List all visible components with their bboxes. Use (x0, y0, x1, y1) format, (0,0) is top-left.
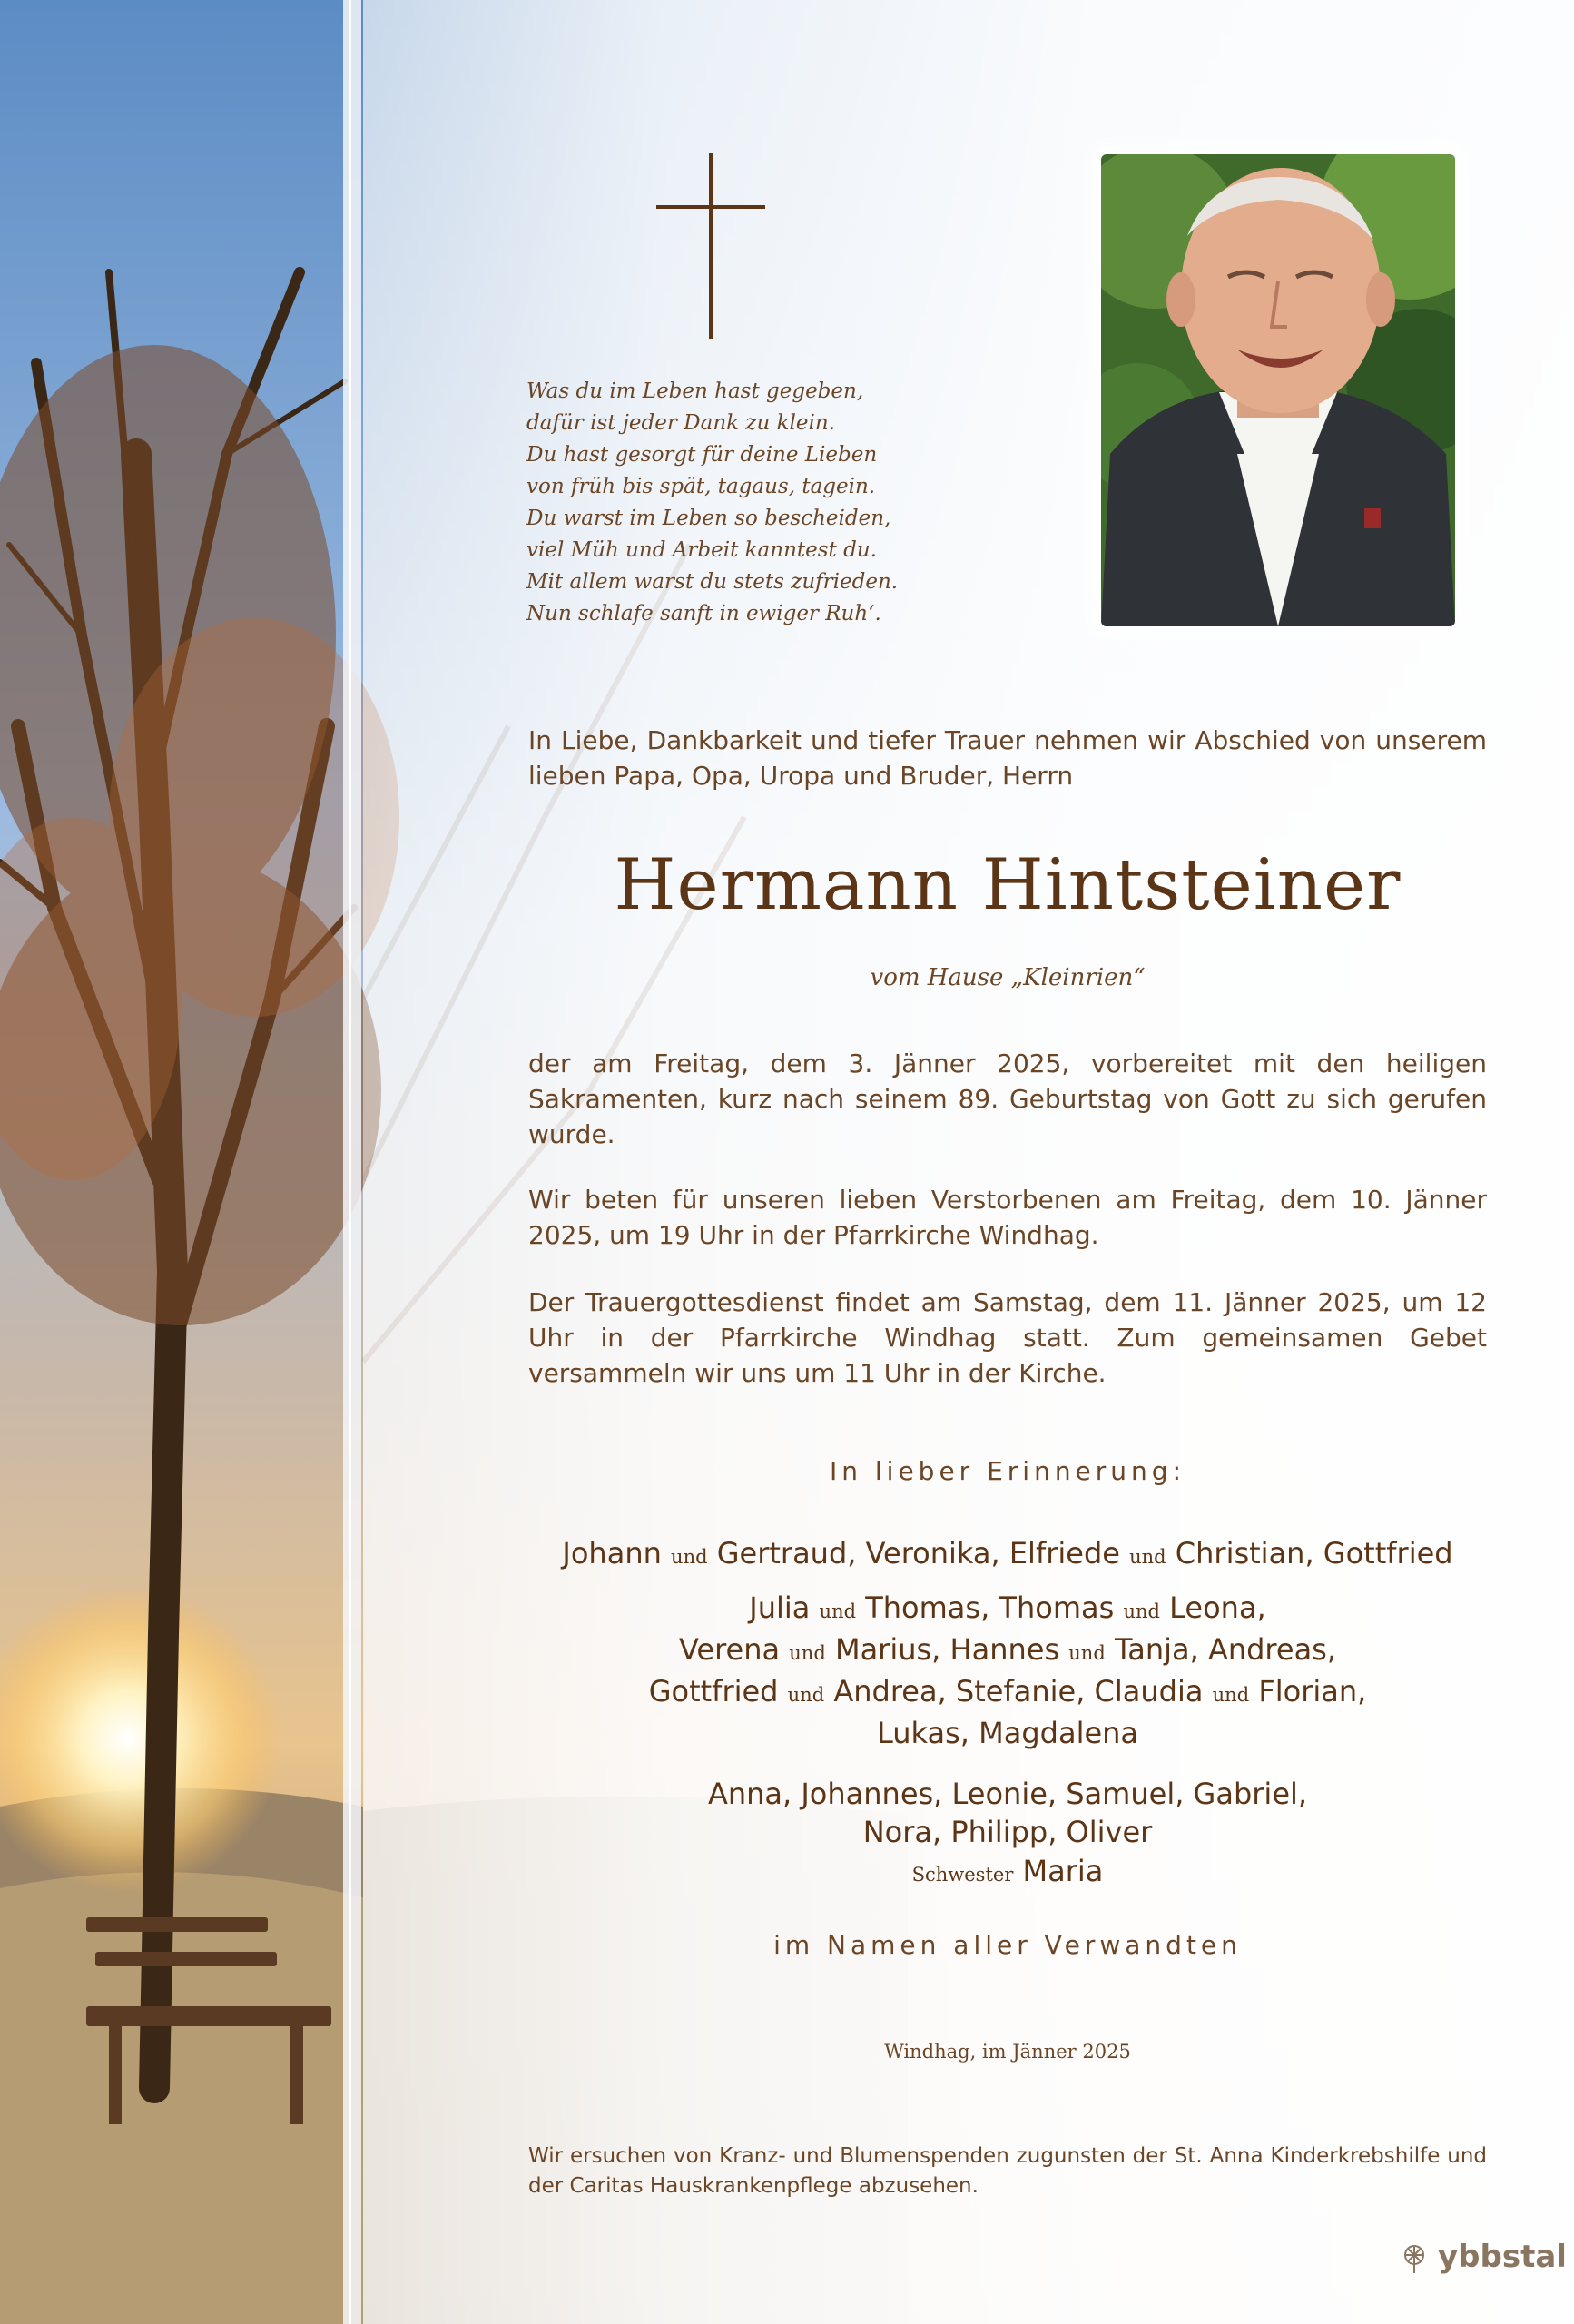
poem-line: Was du im Leben hast gegeben, (526, 379, 864, 403)
and-word: und (787, 1684, 825, 1706)
behalf-text: im Namen aller Verwandten (773, 1930, 1242, 1960)
family-name: Leona, (1169, 1590, 1266, 1625)
family-line (528, 1589, 1487, 1630)
family-name: Johann (562, 1536, 662, 1571)
and-word: und (1068, 1642, 1106, 1664)
deceased-name: Hermann Hintsteiner (614, 844, 1402, 926)
family-name: Andrea, Stefanie, Claudia (833, 1674, 1204, 1709)
great-grandchildren-list (528, 1775, 1487, 1851)
family-name: Florian, (1258, 1674, 1367, 1709)
cross-icon (656, 153, 765, 339)
family-name: Thomas, Thomas (865, 1590, 1115, 1625)
place-date: Windhag, im Jänner 2025 (884, 2041, 1131, 2063)
and-word: und (789, 1642, 826, 1664)
death-announcement: der am Freitag, dem 3. Jänner 2025, vorbereitet mit den heiligen Sakramenten, kurz nach seinem 89. Geburtstag von Gott zu sich gerufen wurde. (528, 1049, 1487, 1149)
family-name: Marius, Hannes (834, 1632, 1060, 1667)
sister-line (528, 1852, 1487, 1894)
grandchildren-list (528, 1589, 1487, 1752)
family-name: Julia (749, 1590, 811, 1625)
and-word: und (1123, 1600, 1160, 1622)
family-name: Maria (1022, 1854, 1104, 1888)
family-line: Lukas, Magdalena (876, 1716, 1139, 1750)
poem (526, 376, 999, 630)
and-word: und (671, 1546, 708, 1568)
family-name: Tanja, Andreas, (1114, 1632, 1337, 1667)
logo-text: ybbstal (1438, 2239, 1567, 2275)
family-name: Gertraud, Veronika, Elfriede (716, 1536, 1120, 1571)
dandelion-icon (1396, 2239, 1432, 2275)
family-name: Christian, Gottfried (1175, 1536, 1453, 1571)
and-word: und (1129, 1546, 1166, 1568)
sister-label: Schwester (911, 1864, 1014, 1886)
family-line (528, 1672, 1487, 1714)
poem-line: Du warst im Leben so bescheiden, (526, 507, 891, 530)
family-line: Nora, Philipp, Oliver (862, 1815, 1153, 1849)
donation-note: Wir ersuchen von Kranz- und Blumenspenden zugunsten der St. Anna Kinderkrebshilfe und der Caritas Hauskrankenpflege abzusehen. (528, 2144, 1487, 2198)
family-name: Verena (678, 1632, 781, 1667)
poem-line: Du hast gesorgt für deine Lieben (526, 443, 878, 467)
portrait-photo (1101, 154, 1455, 626)
house-name: vom Hause „Kleinrien“ (870, 964, 1146, 991)
poem-line: Mit allem warst du stets zufrieden. (526, 570, 899, 594)
family-name: Gottfried (648, 1674, 779, 1709)
family-line: Anna, Johannes, Leonie, Samuel, Gabriel, (707, 1777, 1308, 1811)
ybbstal-logo (1396, 2235, 1569, 2279)
prayer-info: Wir beten für unseren lieben Verstorbenen am Freitag, dem 10. Jänner 2025, um 19 Uhr in der Pfarrkirche Windhag. (528, 1185, 1487, 1250)
funeral-service-info: Der Trauergottesdienst findet am Samstag, dem 11. Jänner 2025, um 12 Uhr in der Pfarrkirche Windhag statt. Zum gemeinsamen Gebet versammeln wir uns um 11 Uhr in der Kirche. (528, 1287, 1487, 1388)
poem-line: viel Müh und Arbeit kanntest du. (526, 538, 877, 562)
poem-line: dafür ist jeder Dank zu klein. (526, 411, 836, 435)
memory-heading: In lieber Erinnerung: (829, 1456, 1185, 1486)
children-list (528, 1534, 1487, 1576)
intro-text: In Liebe, Dankbarkeit und tiefer Trauer nehmen wir Abschied von unserem lieben Papa, Opa, Uropa und Bruder, Herrn (528, 725, 1487, 791)
family-line (528, 1630, 1487, 1672)
and-word: und (1212, 1684, 1250, 1706)
and-word: und (819, 1600, 857, 1622)
poem-line: von früh bis spät, tagaus, tagein. (526, 475, 876, 498)
poem-line: Nun schlafe sanft in ewiger Ruh‘. (526, 602, 881, 625)
